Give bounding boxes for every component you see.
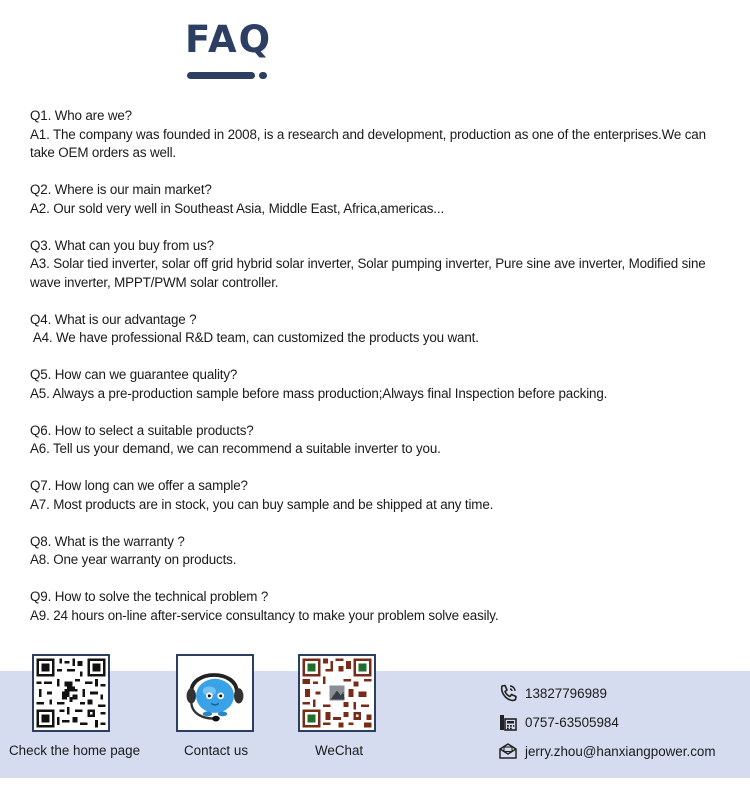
faq-item — [30, 311, 734, 348]
faq-question: Q4. What is our advantage ? — [30, 311, 197, 327]
faq-answer: A1. The company was founded in 2008, is a research and development, production as one of the enterprises.We can take OEM orders as well. — [30, 126, 706, 160]
faq-answer: A9. 24 hours on-line after-service consultancy to make your problem solve easily. — [30, 607, 499, 623]
faq-question: Q2. Where is our main market? — [30, 182, 212, 197]
faq-question: Q1. Who are we? — [30, 108, 132, 123]
desk-phone-icon — [498, 712, 518, 732]
contact-us-image[interactable] — [176, 654, 254, 732]
faq-answer: A6. Tell us your demand, we can recommend a suitable inverter to you. — [30, 441, 441, 456]
faq-question: Q8. What is the warranty ? — [30, 533, 185, 549]
faq-item — [30, 477, 734, 514]
faq-question: Q9. How to solve the technical problem ? — [30, 589, 269, 604]
faq-answer: A5. Always a pre-production sample before mass production;Always final Inspection before packing. — [30, 385, 608, 401]
faq-question: Q7. How long can we offer a sample? — [30, 478, 248, 493]
wechat-qr-code[interactable] — [298, 654, 376, 732]
wechat-label: WeChat — [315, 743, 364, 758]
envelope-icon — [498, 741, 518, 761]
contact-us-label: Contact us — [184, 743, 249, 758]
telephone-row[interactable] — [498, 711, 619, 733]
title-underline — [187, 72, 255, 79]
customer-service-mascot-icon — [178, 656, 252, 730]
mobile-phone-icon — [498, 683, 518, 703]
faq-question: Q3. What can you buy from us? — [30, 237, 214, 253]
telephone-number: 0757-63505984 — [525, 714, 619, 730]
home-page-label: Check the home page — [9, 743, 141, 758]
faq-item — [30, 422, 734, 459]
home-page-qr-code[interactable] — [32, 654, 110, 732]
faq-answer: A2. Our sold very well in Southeast Asia, Middle East, Africa,americas... — [30, 200, 445, 216]
faq-answer: A4. We have professional R&D team, can customized the products you want. — [30, 330, 479, 345]
faq-item — [30, 181, 734, 218]
faq-answer: A3. Solar tied inverter, solar off grid hybrid solar inverter, Solar pumping inverter, Pure sine ave inverter, Modified sine wave inverter, MPPT/PWM solar controller. — [30, 256, 706, 290]
faq-item — [30, 588, 734, 625]
faq-question: Q5. How can we guarantee quality? — [30, 367, 238, 382]
faq-item — [30, 107, 734, 163]
faq-item — [30, 237, 734, 293]
faq-question: Q6. How to select a suitable products? — [30, 422, 254, 438]
wechat-qr-icon — [300, 656, 374, 730]
email-row[interactable] — [498, 740, 716, 762]
page-title: FAQ — [185, 18, 273, 61]
faq-item — [30, 533, 734, 570]
faq-answer: A7. Most products are in stock, you can buy sample and be shipped at any time. — [30, 496, 494, 512]
mobile-phone-number: 13827796989 — [525, 685, 607, 701]
title-underline-dot — [259, 72, 267, 79]
faq-item — [30, 366, 734, 403]
qr-code-icon — [34, 656, 108, 730]
faq-answer: A8. One year warranty on products. — [30, 552, 237, 567]
email-address: jerry.zhou@hanxiangpower.com — [525, 743, 716, 759]
mobile-phone-row[interactable] — [498, 682, 607, 704]
faq-list — [30, 107, 734, 644]
